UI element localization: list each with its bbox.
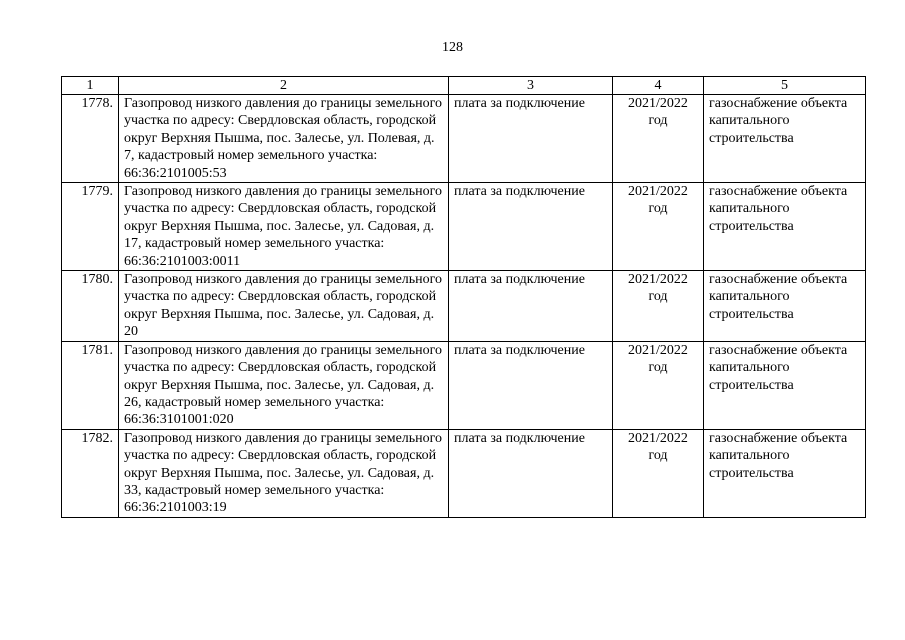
fee-type: плата за подключение xyxy=(449,95,613,183)
table-row xyxy=(62,341,866,429)
table-body xyxy=(62,95,866,518)
header-col-5: 5 xyxy=(704,77,866,95)
purpose: газоснабжение объекта капитального строительства xyxy=(704,271,866,342)
fee-type: плата за подключение xyxy=(449,429,613,517)
row-number: 1782. xyxy=(62,429,119,517)
fee-type: плата за подключение xyxy=(449,183,613,271)
object-description: Газопровод низкого давления до границы земельного участка по адресу: Свердловская область, городской округ Верхняя Пышма, пос. Залесье, ул. Садовая, д. 33, кадастровый номер земельного участка: 66:36:2101003:19 xyxy=(119,429,449,517)
table-row xyxy=(62,429,866,517)
object-description: Газопровод низкого давления до границы земельного участка по адресу: Свердловская область, городской округ Верхняя Пышма, пос. Залесье, ул. Садовая, д. 17, кадастровый номер земельного участка: 66:36:2101003:0011 xyxy=(119,183,449,271)
purpose: газоснабжение объекта капитального строительства xyxy=(704,95,866,183)
object-description: Газопровод низкого давления до границы земельного участка по адресу: Свердловская область, городской округ Верхняя Пышма, пос. Залесье, ул. Полевая, д. 7, кадастровый номер земельного участка: 66:36:2101005:53 xyxy=(119,95,449,183)
period: 2021/2022 год xyxy=(613,271,704,342)
table-row xyxy=(62,183,866,271)
row-number: 1779. xyxy=(62,183,119,271)
row-number: 1780. xyxy=(62,271,119,342)
purpose: газоснабжение объекта капитального строительства xyxy=(704,429,866,517)
table-row xyxy=(62,271,866,342)
header-col-2: 2 xyxy=(119,77,449,95)
registry-table xyxy=(61,76,866,518)
header-col-4: 4 xyxy=(613,77,704,95)
period: 2021/2022 год xyxy=(613,95,704,183)
header-row xyxy=(62,77,866,95)
period: 2021/2022 год xyxy=(613,341,704,429)
fee-type: плата за подключение xyxy=(449,341,613,429)
purpose: газоснабжение объекта капитального строительства xyxy=(704,183,866,271)
object-description: Газопровод низкого давления до границы земельного участка по адресу: Свердловская область, городской округ Верхняя Пышма, пос. Залесье, ул. Садовая, д. 20 xyxy=(119,271,449,342)
fee-type: плата за подключение xyxy=(449,271,613,342)
table-header xyxy=(62,77,866,95)
row-number: 1778. xyxy=(62,95,119,183)
header-col-1: 1 xyxy=(62,77,119,95)
period: 2021/2022 год xyxy=(613,429,704,517)
purpose: газоснабжение объекта капитального строительства xyxy=(704,341,866,429)
period: 2021/2022 год xyxy=(613,183,704,271)
header-col-3: 3 xyxy=(449,77,613,95)
page-number: 128 xyxy=(442,40,463,55)
row-number: 1781. xyxy=(62,341,119,429)
table-row xyxy=(62,95,866,183)
object-description: Газопровод низкого давления до границы земельного участка по адресу: Свердловская область, городской округ Верхняя Пышма, пос. Залесье, ул. Садовая, д. 26, кадастровый номер земельного участка: 66:36:3101001:020 xyxy=(119,341,449,429)
